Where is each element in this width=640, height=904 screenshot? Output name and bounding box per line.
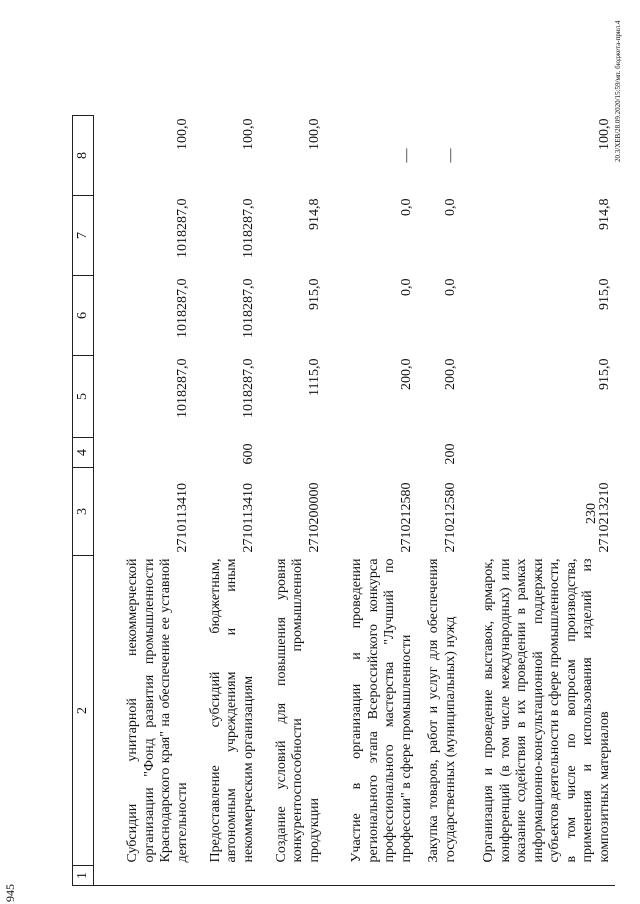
row-col7: 0,0: [398, 198, 414, 216]
row-col5: 200,0: [442, 358, 458, 390]
row-col6: 0,0: [442, 278, 458, 296]
row-col8: 100,0: [174, 118, 190, 150]
cell-index: [193, 866, 259, 886]
row-code: 2710200000: [306, 482, 322, 553]
footer-stamp: 20.3/ХЕВ/28.09.2020/15:59/мп. бюджета-прил.4: [614, 20, 622, 162]
table-row: [325, 116, 417, 886]
row-type: [325, 438, 417, 468]
row-type: 200: [442, 443, 458, 465]
row-col8: 100,0: [596, 118, 612, 150]
row-name: Предоставление субсидий бюджетным, автономным учреждениям и иным некоммерческим организациям: [207, 558, 256, 863]
header-col-2: 2: [73, 556, 94, 866]
row-col5: 200,0: [398, 358, 414, 390]
row-col7: 1018287,0: [240, 198, 256, 258]
table-row: [461, 116, 615, 886]
cell-index: [259, 866, 325, 886]
cell-index: [94, 866, 194, 886]
row-type: [461, 438, 615, 468]
table-row: [259, 116, 325, 886]
cell-index: [325, 866, 417, 886]
row-col8: —: [398, 148, 414, 163]
row-col5: 915,0: [596, 358, 612, 390]
row-code: 2710212580: [398, 482, 414, 553]
row-col6: 1018287,0: [174, 278, 190, 338]
page-number: 230: [584, 503, 599, 524]
row-col8: —: [442, 148, 458, 163]
row-name: Участие в организации и проведении регионального этапа Всероссийского конкурса профессионального мастерства "Лучший по профессии" в сфере промышленности: [349, 558, 414, 863]
header-col-7: 7: [73, 196, 94, 276]
row-col5: 1018287,0: [174, 358, 190, 418]
row-col5: 1018287,0: [240, 358, 256, 418]
cell-index: [461, 866, 615, 886]
row-name: Организация и проведение выставок, ярмарок, конференций (в том числе международных) или оказание содействия в их проведении в рамках информационно-консультационной поддержки субъектов деятельности в сфере промышленности, в том числе по вопросам производства, применения и использования изделий из композитных материалов: [481, 558, 612, 863]
header-col-3: 3: [73, 468, 94, 556]
row-col7: 1018287,0: [174, 198, 190, 258]
table-row: [193, 116, 259, 886]
header-col-5: 5: [73, 356, 94, 438]
row-col6: 0,0: [398, 278, 414, 296]
row-col6: 1018287,0: [240, 278, 256, 338]
row-col7: 914,8: [306, 198, 322, 230]
table-row: [94, 116, 194, 886]
row-name: Закупка товаров, работ и услуг для обеспечения государственных (муниципальных) нужд: [426, 558, 458, 863]
row-type: 600: [240, 443, 256, 465]
row-code: 2710113410: [240, 483, 256, 553]
row-col6: 915,0: [596, 278, 612, 310]
budget-table: [72, 115, 615, 886]
row-col6: 915,0: [306, 278, 322, 310]
row-type: [259, 438, 325, 468]
header-row: [73, 116, 94, 886]
row-col5: 1115,0: [306, 358, 322, 396]
row-code: 2710212580: [442, 482, 458, 553]
row-name: Создание условий для повышения уровня конкурентоспособности промышленной продукции: [273, 558, 322, 863]
header-col-8: 8: [73, 116, 94, 196]
row-col7: 914,8: [596, 198, 612, 230]
table-row: [417, 116, 461, 886]
row-col8: 100,0: [240, 118, 256, 150]
row-code: 2710213210: [596, 482, 612, 553]
row-type: [94, 438, 194, 468]
cell-index: [417, 866, 461, 886]
row-col7: 0,0: [442, 198, 458, 216]
header-col-4: 4: [73, 438, 94, 468]
header-col-6: 6: [73, 276, 94, 356]
row-name: Субсидии унитарной некоммерческой организации "Фонд развития промышленности Краснодарского края" на обеспечение ее уставной деятельности: [125, 558, 190, 863]
row-code: 2710113410: [174, 483, 190, 553]
row-col8: 100,0: [306, 118, 322, 150]
header-col-1: 1: [73, 866, 94, 886]
sheet-number: 945: [3, 884, 17, 902]
